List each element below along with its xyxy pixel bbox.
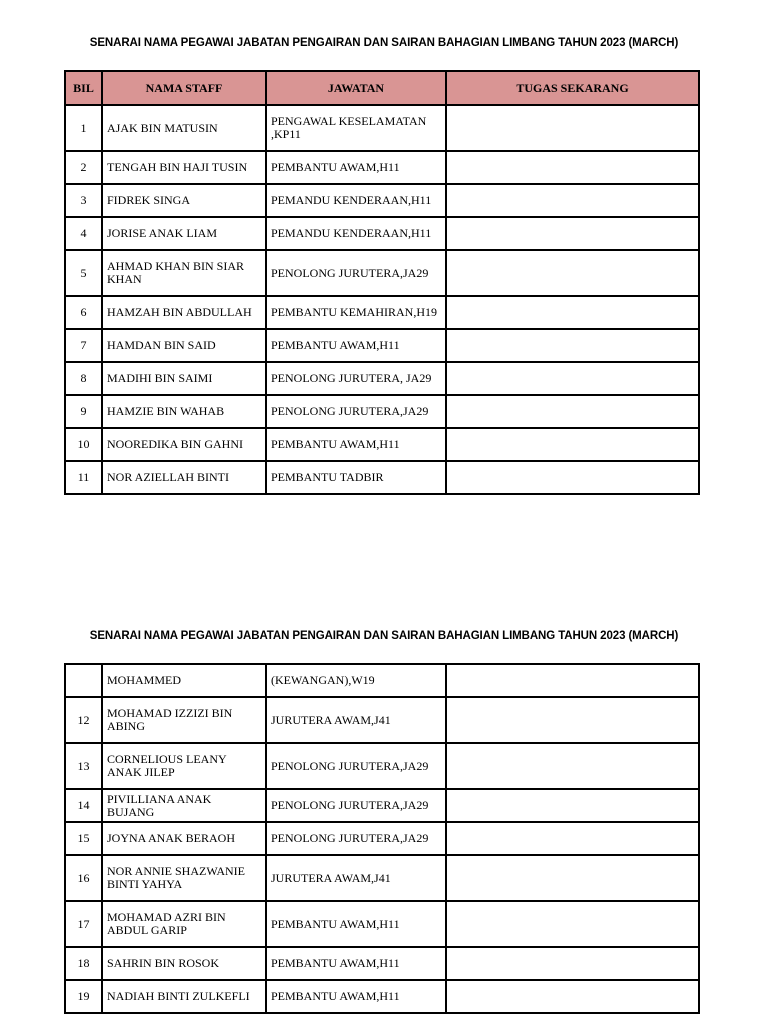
cell-nama: CORNELIOUS LEANY ANAK JILEP [102,743,266,789]
cell-jawatan: PEMANDU KENDERAAN,H11 [266,184,446,217]
cell-jawatan: PENOLONG JURUTERA,JA29 [266,250,446,296]
cell-tugas [446,461,699,494]
cell-bil: 9 [65,395,102,428]
cell-bil: 4 [65,217,102,250]
cell-bil: 13 [65,743,102,789]
cell-nama: AJAK BIN MATUSIN [102,105,266,151]
table-row [65,250,699,296]
cell-tugas [446,428,699,461]
cell-bil: 1 [65,105,102,151]
cell-jawatan: JURUTERA AWAM,J41 [266,855,446,901]
cell-nama: NOR ANNIE SHAZWANIE BINTI YAHYA [102,855,266,901]
cell-nama: FIDREK SINGA [102,184,266,217]
cell-bil: 14 [65,789,102,822]
cell-nama: MADIHI BIN SAIMI [102,362,266,395]
cell-jawatan: PENOLONG JURUTERA,JA29 [266,743,446,789]
table-row [65,461,699,494]
cell-nama: HAMZIE BIN WAHAB [102,395,266,428]
header-tugas-sekarang: TUGAS SEKARANG [446,71,699,105]
cell-tugas [446,296,699,329]
cell-tugas [446,980,699,1013]
cell-nama: SAHRIN BIN ROSOK [102,947,266,980]
cell-jawatan: PENGAWAL KESELAMATAN ,KP11 [266,105,446,151]
table-row [65,947,699,980]
cell-tugas [446,664,699,697]
cell-bil: 7 [65,329,102,362]
cell-tugas [446,697,699,743]
cell-tugas [446,743,699,789]
cell-jawatan: PENOLONG JURUTERA,JA29 [266,395,446,428]
cell-tugas [446,947,699,980]
cell-bil: 11 [65,461,102,494]
table-header-row [65,71,699,105]
cell-tugas [446,250,699,296]
cell-bil: 18 [65,947,102,980]
cell-jawatan: PEMBANTU TADBIR [266,461,446,494]
header-bil: BIL [65,71,102,105]
cell-nama: AHMAD KHAN BIN SIAR KHAN [102,250,266,296]
table-row [65,697,699,743]
table-row [65,822,699,855]
table-row [65,664,699,697]
cell-jawatan: PENOLONG JURUTERA, JA29 [266,362,446,395]
page-title: SENARAI NAMA PEGAWAI JABATAN PENGAIRAN DAN SAIRAN BAHAGIAN LIMBANG TAHUN 2023 (MARCH) [89,630,679,642]
cell-jawatan: PEMBANTU AWAM,H11 [266,428,446,461]
table-row [65,901,699,947]
table-row [65,855,699,901]
header-jawatan: JAWATAN [266,71,446,105]
page-title: SENARAI NAMA PEGAWAI JABATAN PENGAIRAN DAN SAIRAN BAHAGIAN LIMBANG TAHUN 2023 (MARCH) [89,37,679,49]
cell-bil: 17 [65,901,102,947]
table-row [65,428,699,461]
cell-nama: NOOREDIKA BIN GAHNI [102,428,266,461]
table-row [65,217,699,250]
table-row [65,184,699,217]
cell-bil: 15 [65,822,102,855]
cell-bil: 6 [65,296,102,329]
cell-bil: 5 [65,250,102,296]
cell-nama: JOYNA ANAK BERAOH [102,822,266,855]
cell-nama: NOR AZIELLAH BINTI [102,461,266,494]
cell-bil [65,664,102,697]
table-row [65,395,699,428]
table-row [65,980,699,1013]
cell-tugas [446,329,699,362]
cell-jawatan: PEMBANTU AWAM,H11 [266,980,446,1013]
cell-tugas [446,362,699,395]
cell-jawatan: PEMANDU KENDERAAN,H11 [266,217,446,250]
cell-nama: MOHAMAD AZRI BIN ABDUL GARIP [102,901,266,947]
cell-nama: NADIAH BINTI ZULKEFLI [102,980,266,1013]
table-row [65,362,699,395]
cell-tugas [446,901,699,947]
cell-nama: HAMDAN BIN SAID [102,329,266,362]
table-row [65,105,699,151]
cell-jawatan: PEMBANTU AWAM,H11 [266,151,446,184]
cell-tugas [446,855,699,901]
cell-jawatan: PEMBANTU AWAM,H11 [266,947,446,980]
cell-jawatan: JURUTERA AWAM,J41 [266,697,446,743]
cell-jawatan: PEMBANTU AWAM,H11 [266,329,446,362]
cell-nama: HAMZAH BIN ABDULLAH [102,296,266,329]
cell-tugas [446,184,699,217]
cell-bil: 2 [65,151,102,184]
header-nama-staff: NAMA STAFF [102,71,266,105]
cell-tugas [446,395,699,428]
cell-nama: MOHAMAD IZZIZI BIN ABING [102,697,266,743]
staff-table-1 [64,70,700,495]
cell-tugas [446,822,699,855]
table-row [65,296,699,329]
cell-jawatan: PENOLONG JURUTERA,JA29 [266,789,446,822]
cell-bil: 3 [65,184,102,217]
table-row [65,789,699,822]
cell-tugas [446,151,699,184]
cell-tugas [446,217,699,250]
cell-tugas [446,789,699,822]
cell-nama: TENGAH BIN HAJI TUSIN [102,151,266,184]
cell-bil: 10 [65,428,102,461]
cell-jawatan: PEMBANTU AWAM,H11 [266,901,446,947]
staff-table-2 [64,663,700,1014]
table-row [65,743,699,789]
cell-nama: JORISE ANAK LIAM [102,217,266,250]
cell-tugas [446,105,699,151]
cell-jawatan: PEMBANTU KEMAHIRAN,H19 [266,296,446,329]
cell-bil: 12 [65,697,102,743]
cell-jawatan: (KEWANGAN),W19 [266,664,446,697]
cell-nama: MOHAMMED [102,664,266,697]
table-row [65,151,699,184]
table-row [65,329,699,362]
cell-bil: 8 [65,362,102,395]
cell-nama: PIVILLIANA ANAK BUJANG [102,789,266,822]
cell-bil: 19 [65,980,102,1013]
cell-bil: 16 [65,855,102,901]
cell-jawatan: PENOLONG JURUTERA,JA29 [266,822,446,855]
